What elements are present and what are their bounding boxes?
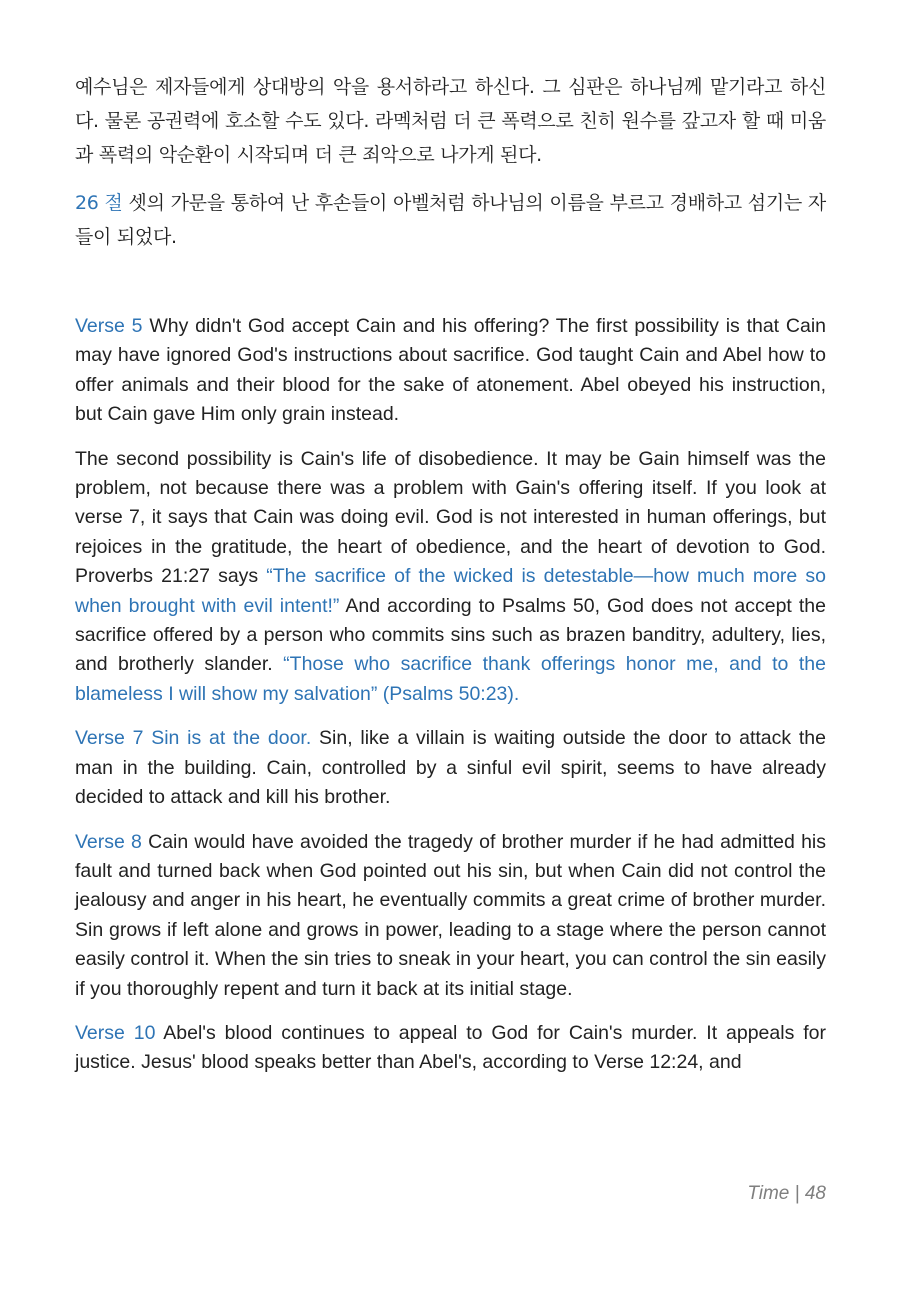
- korean-paragraph-1: [75, 70, 826, 172]
- document-page: [75, 70, 826, 1093]
- section-spacer: [75, 268, 826, 312]
- verse-5-text: Why didn't God accept Cain and his offering? The first possibility is that Cain may have ignored God's instructions about sacrifice. God taught Cain and Abel how to offer animals and their blood for the sake of atonement. Abel obeyed his instruction, but Cain gave Him only grain instead.: [75, 315, 826, 426]
- verse-5-paragraph: [75, 312, 826, 430]
- verse-8-paragraph: [75, 828, 826, 1004]
- proverbs-quote: “The sacrifice of the wicked is detestable—how much more so when brought with evil intent!”: [75, 565, 826, 617]
- verse-10-label: Verse 10: [75, 1021, 156, 1044]
- verse-7-label: Verse 7 Sin is at the door.: [75, 727, 312, 750]
- verse-26-text: 셋의 가문을 통하여 난 후손들이 아벨처럼 하나님의 이름을 부르고 경배하고 섬기는 자들이 되었다.: [75, 192, 826, 248]
- page-footer: Time | 48: [747, 1183, 826, 1204]
- second-possibility-text-a: The second possibility is Cain's life of disobedience. It may be Gain himself was the problem, not because there was a problem with Gain's offering itself. If you look at verse 7, it says that Cain was doing evil. God is not interested in human offerings, but rejoices in the gratitude, the heart of obedience, and the heart of devotion to God. Proverbs 21:27 says: [75, 447, 826, 588]
- psalms-quote: “Those who sacrifice thank offerings honor me, and to the blameless I will show my salvation” (Psalms 50:23).: [75, 653, 826, 705]
- korean-paragraph-1-text: 예수님은 제자들에게 상대방의 악을 용서하라고 하신다. 그 심판은 하나님께 맡기라고 하신다. 물론 공권력에 호소할 수도 있다. 라멕처럼 더 큰 폭력으로 친히 원수를 갚고자 할 때 미움과 폭력의 악순환이 시작되며 더 큰 죄악으로 나가게 된다.: [75, 76, 826, 166]
- verse-10-text: Abel's blood continues to appeal to God for Cain's murder. It appeals for justice. Jesus' blood speaks better than Abel's, according to Verse 12:24, and: [75, 1021, 826, 1074]
- second-possibility-paragraph: [75, 445, 826, 710]
- verse-8-label: Verse 8: [75, 830, 142, 853]
- verse-10-paragraph: [75, 1019, 826, 1078]
- korean-paragraph-verse-26: [75, 186, 826, 254]
- verse-7-text: Sin, like a villain is waiting outside the door to attack the man in the building. Cain, controlled by a sinful evil spirit, seems to have already decided to attack and kill his brother.: [75, 727, 826, 809]
- second-possibility-text-b: And according to Psalms 50, God does not accept the sacrifice offered by a person who commits sins such as brazen banditry, adultery, lies, and brotherly slander.: [75, 594, 826, 676]
- verse-7-paragraph: [75, 724, 826, 812]
- verse-5-label: Verse 5: [75, 315, 143, 337]
- verse-26-label: 26 절: [75, 192, 123, 214]
- verse-8-text: Cain would have avoided the tragedy of brother murder if he had admitted his fault and turned back when God pointed out his sin, but when Cain did not control the jealousy and anger in his heart, he eventually commits a great crime of brother murder. Sin grows if left alone and grows in power, leading to a stage where the person cannot easily control it. When the sin tries to sneak in your heart, you can control the sin easily if you thoroughly repent and turn it back at its initial stage.: [75, 830, 826, 1000]
